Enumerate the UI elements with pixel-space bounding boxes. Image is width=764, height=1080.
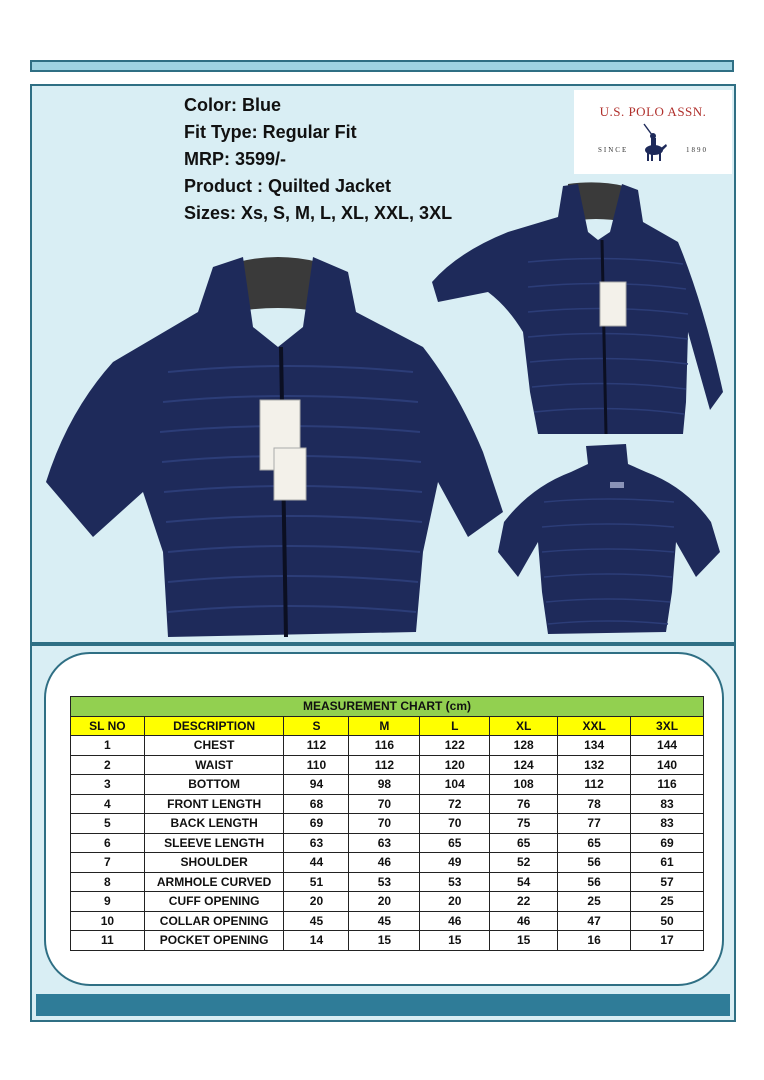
size-value-cell: 65	[558, 833, 631, 853]
header-cell: L	[420, 716, 490, 736]
size-value-cell: 78	[558, 794, 631, 814]
size-value-cell: 108	[490, 775, 558, 795]
size-value-cell: 53	[349, 872, 420, 892]
description-cell: ARMHOLE CURVED	[144, 872, 284, 892]
size-value-cell: 112	[284, 736, 349, 756]
jacket-back-image	[496, 442, 722, 638]
size-value-cell: 63	[349, 833, 420, 853]
size-value-cell: 132	[558, 755, 631, 775]
size-value-cell: 54	[490, 872, 558, 892]
size-value-cell: 45	[349, 911, 420, 931]
size-value-cell: 17	[631, 931, 704, 951]
size-value-cell: 122	[420, 736, 490, 756]
size-value-cell: 51	[284, 872, 349, 892]
table-body	[71, 736, 704, 951]
size-value-cell: 134	[558, 736, 631, 756]
size-value-cell: 76	[490, 794, 558, 814]
size-value-cell: 25	[631, 892, 704, 912]
header-cell: XXL	[558, 716, 631, 736]
size-value-cell: 83	[631, 814, 704, 834]
size-value-cell: 104	[420, 775, 490, 795]
size-value-cell: 70	[420, 814, 490, 834]
size-value-cell: 68	[284, 794, 349, 814]
measurement-table	[70, 696, 704, 951]
measurement-chart-card	[44, 652, 724, 986]
header-cell: S	[284, 716, 349, 736]
brand-logo	[574, 90, 732, 174]
table-row	[71, 755, 704, 775]
table-row	[71, 775, 704, 795]
header-cell: XL	[490, 716, 558, 736]
color-line: Color: Blue	[184, 95, 281, 115]
description-cell: COLLAR OPENING	[144, 911, 284, 931]
size-value-cell: 83	[631, 794, 704, 814]
sizes-line: Sizes: Xs, S, M, L, XL, XXL, 3XL	[184, 203, 453, 223]
size-value-cell: 46	[420, 911, 490, 931]
size-value-cell: 63	[284, 833, 349, 853]
size-value-cell: 56	[558, 853, 631, 873]
size-value-cell: 22	[490, 892, 558, 912]
sl-no-cell: 4	[71, 794, 145, 814]
sl-no-cell: 9	[71, 892, 145, 912]
top-accent-bar	[30, 60, 734, 72]
sl-no-cell: 8	[71, 872, 145, 892]
description-cell: BACK LENGTH	[144, 814, 284, 834]
size-value-cell: 70	[349, 814, 420, 834]
size-value-cell: 14	[284, 931, 349, 951]
size-value-cell: 98	[349, 775, 420, 795]
size-value-cell: 116	[349, 736, 420, 756]
size-value-cell: 47	[558, 911, 631, 931]
size-value-cell: 144	[631, 736, 704, 756]
size-value-cell: 61	[631, 853, 704, 873]
sl-no-cell: 10	[71, 911, 145, 931]
sl-no-cell: 3	[71, 775, 145, 795]
table-row	[71, 872, 704, 892]
size-value-cell: 15	[420, 931, 490, 951]
header-cell: DESCRIPTION	[144, 716, 284, 736]
size-value-cell: 128	[490, 736, 558, 756]
description-cell: CHEST	[144, 736, 284, 756]
size-value-cell: 45	[284, 911, 349, 931]
chart-title-row	[71, 697, 704, 717]
size-value-cell: 69	[631, 833, 704, 853]
sl-no-cell: 1	[71, 736, 145, 756]
bottom-accent-band	[36, 994, 730, 1016]
size-value-cell: 70	[349, 794, 420, 814]
size-value-cell: 140	[631, 755, 704, 775]
table-row	[71, 736, 704, 756]
table-row	[71, 931, 704, 951]
size-value-cell: 120	[420, 755, 490, 775]
size-value-cell: 94	[284, 775, 349, 795]
mrp-line: MRP: 3599/-	[184, 149, 287, 169]
fit-type-line: Fit Type: Regular Fit	[184, 122, 357, 142]
size-value-cell: 52	[490, 853, 558, 873]
table-row	[71, 853, 704, 873]
size-value-cell: 56	[558, 872, 631, 892]
description-cell: CUFF OPENING	[144, 892, 284, 912]
chart-panel	[30, 644, 736, 1022]
sl-no-cell: 6	[71, 833, 145, 853]
size-value-cell: 20	[284, 892, 349, 912]
size-value-cell: 46	[349, 853, 420, 873]
sl-no-cell: 11	[71, 931, 145, 951]
size-value-cell: 16	[558, 931, 631, 951]
polo-rider-icon	[638, 120, 668, 162]
product-panel	[30, 84, 736, 644]
size-value-cell: 72	[420, 794, 490, 814]
table-row	[71, 833, 704, 853]
table-row	[71, 892, 704, 912]
size-value-cell: 49	[420, 853, 490, 873]
table-row	[71, 911, 704, 931]
size-value-cell: 46	[490, 911, 558, 931]
logo-since: SINCE	[598, 146, 629, 154]
size-value-cell: 57	[631, 872, 704, 892]
header-cell: 3XL	[631, 716, 704, 736]
size-value-cell: 15	[490, 931, 558, 951]
sl-no-cell: 7	[71, 853, 145, 873]
header-cell: SL NO	[71, 716, 145, 736]
size-value-cell: 20	[420, 892, 490, 912]
size-value-cell: 112	[349, 755, 420, 775]
size-value-cell: 15	[349, 931, 420, 951]
size-value-cell: 116	[631, 775, 704, 795]
description-cell: SLEEVE LENGTH	[144, 833, 284, 853]
header-row	[71, 716, 704, 736]
sl-no-cell: 2	[71, 755, 145, 775]
table-row	[71, 794, 704, 814]
description-cell: SHOULDER	[144, 853, 284, 873]
description-cell: FRONT LENGTH	[144, 794, 284, 814]
product-info	[184, 92, 452, 227]
product-line: Product : Quilted Jacket	[184, 176, 392, 196]
logo-year: 1890	[686, 146, 708, 154]
table-row	[71, 814, 704, 834]
brand-name: U.S. POLO ASSN.	[599, 104, 707, 119]
description-cell: POCKET OPENING	[144, 931, 284, 951]
chart-title: MEASUREMENT CHART (cm)	[71, 697, 704, 717]
size-value-cell: 53	[420, 872, 490, 892]
size-value-cell: 44	[284, 853, 349, 873]
size-value-cell: 124	[490, 755, 558, 775]
size-value-cell: 77	[558, 814, 631, 834]
description-cell: BOTTOM	[144, 775, 284, 795]
size-value-cell: 75	[490, 814, 558, 834]
size-value-cell: 110	[284, 755, 349, 775]
size-value-cell: 69	[284, 814, 349, 834]
header-cell: M	[349, 716, 420, 736]
description-cell: WAIST	[144, 755, 284, 775]
sl-no-cell: 5	[71, 814, 145, 834]
size-value-cell: 65	[420, 833, 490, 853]
size-value-cell: 50	[631, 911, 704, 931]
size-value-cell: 65	[490, 833, 558, 853]
size-value-cell: 25	[558, 892, 631, 912]
jacket-front-small-image	[428, 182, 730, 442]
size-value-cell: 112	[558, 775, 631, 795]
size-value-cell: 20	[349, 892, 420, 912]
